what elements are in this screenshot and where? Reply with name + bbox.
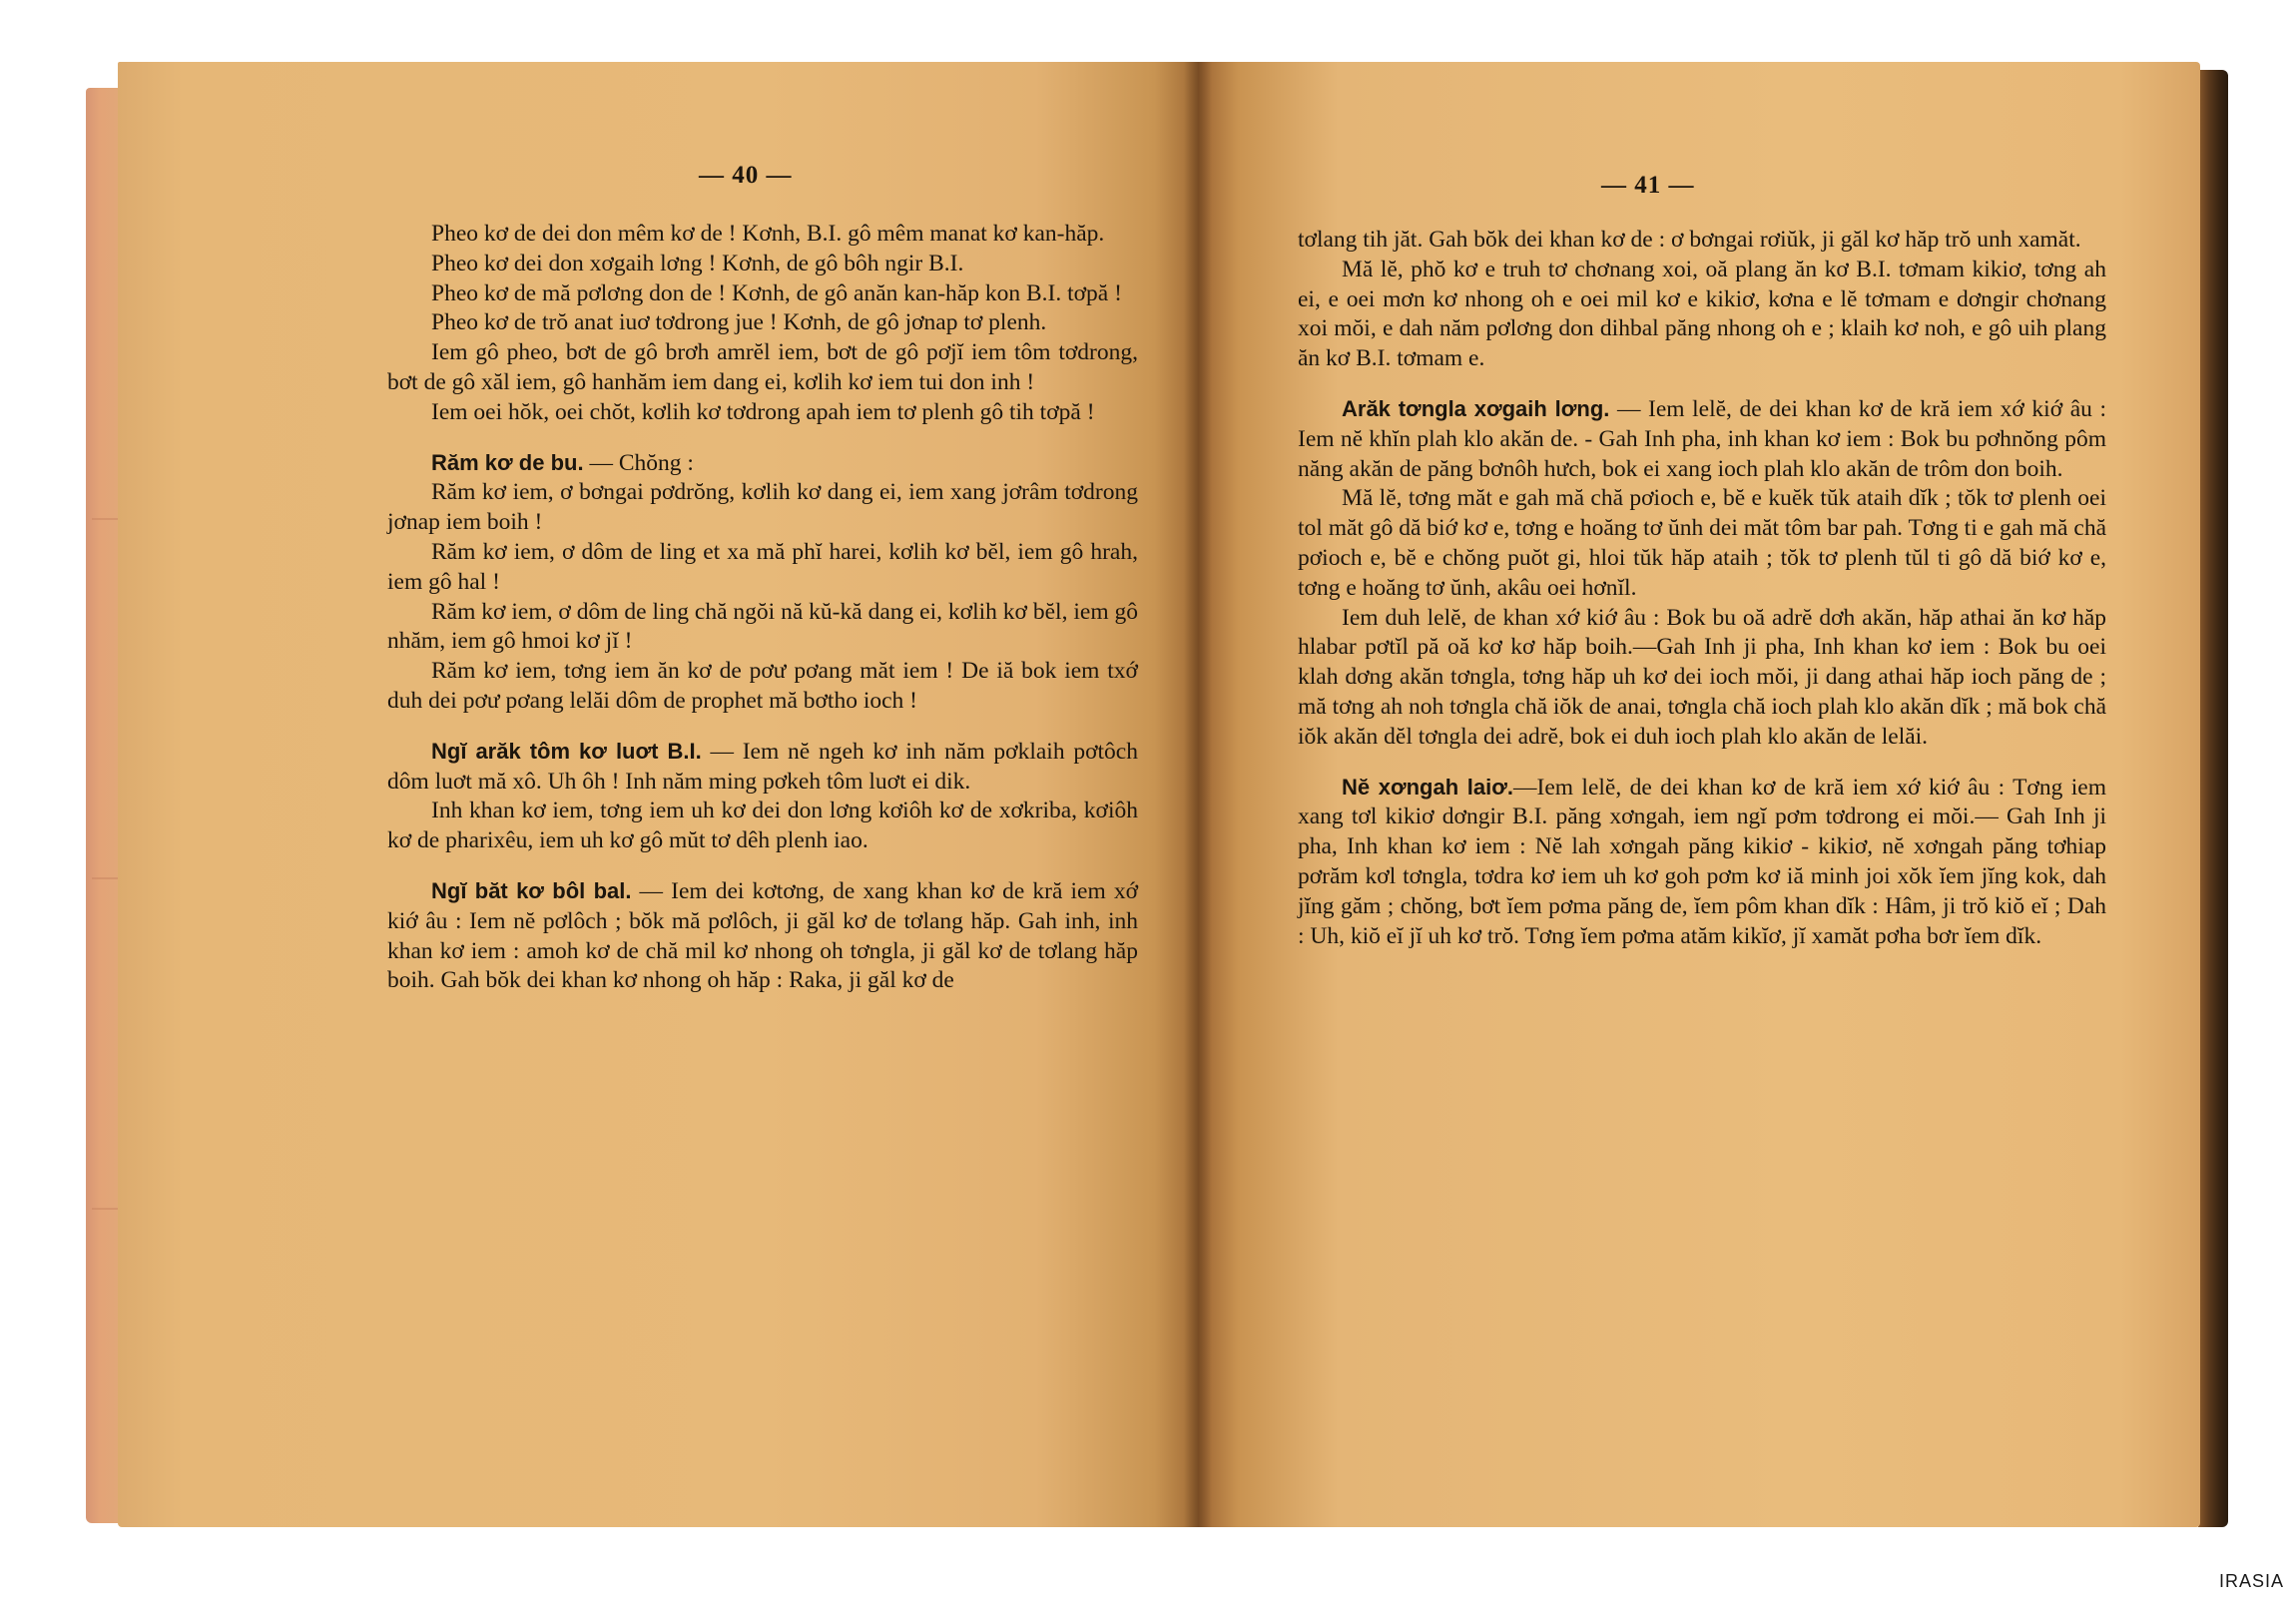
paragraph [387, 876, 1138, 996]
paragraph [387, 737, 1138, 798]
paragraph [387, 478, 1138, 538]
paragraph-text: Pheo kơ dei don xơgaih lơng ! Kơnh, de gô bôh ngir B.I. [431, 250, 964, 276]
paragraph-text: Pheo kơ de dei don mêm kơ de ! Kơnh, B.I. gô mêm manat kơ kan-hăp. [431, 221, 1105, 247]
paragraph [387, 220, 1138, 250]
paragraph-text: Pheo kơ de mă pơlơng don de ! Kơnh, de gô anăn kan-hăp kon B.I. tơpă ! [431, 279, 1122, 306]
paragraph [1298, 484, 2106, 603]
paragraph [387, 250, 1138, 279]
paragraph-text: Pheo kơ de trŏ anat iuơ tơdrong jue ! Kơnh, de gô jơnap tơ plenh. [431, 309, 1047, 336]
page-edges-right [2198, 70, 2228, 1527]
paragraph-text: Răm kơ iem, ơ dôm de ling et xa mă phĭ harei, kơlih kơ bĕl, iem gô hrah, iem gô hal ! [387, 538, 1138, 595]
paragraph-text: Iem oei hŏk, oei chŏt, kơlih kơ tơdrong apah iem tơ plenh gô tih tơpă ! [431, 398, 1095, 425]
right-page [1198, 62, 2200, 1527]
page-number-left: — 40 — [699, 162, 793, 189]
watermark: IRASIA [2218, 1571, 2284, 1591]
paragraph [387, 308, 1138, 338]
page-edges-left [86, 88, 120, 1523]
paragraph-text: — Iem nĕ ngeh kơ inh năm pơklaih pơtôch dôm luơt mă xô. Uh ôh ! Inh năm ming pơkeh tôm luơt ei dik. [387, 738, 1138, 795]
paragraph [387, 657, 1138, 717]
right-page-text [1298, 226, 2106, 951]
section-heading: Ngĭ arăk tôm kơ luơt B.I. [431, 738, 702, 764]
paragraph-text: tơlang tih jăt. Gah bŏk dei khan kơ de : ơ bơngai rơiŭk, ji găl kơ hăp trŏ unh xamăt. [1298, 227, 2081, 253]
paragraph [1298, 604, 2106, 753]
paragraph [387, 448, 1138, 479]
paragraph-text: — Chŏng : [583, 449, 694, 476]
paragraph [1298, 226, 2106, 256]
paragraph-text: Iem duh lelĕ, de khan xớ kiớ âu : Bok bu oă adrĕ dơh akăn, hăp athai ăn kơ hăp hlabar pơtĭl pă oă kơ kơ hăp boih.—Gah Inh ji pha, Inh khan kơ iem : Bok bu oei klah dơng akăn tơngla, tơng hăp uh kơ dei ioch mŏi, ji dang athai hăp ioch păng de ; mă tơng ah noh tơngla chă iŏk de anai, tơngla chă ioch plah klo akăn dĭk ; mă bok chă iŏk akăn dĕl tơngla dei adrĕ, bok ei duh ioch plah klo akăn de lelăi. [1298, 604, 2106, 750]
paragraph [387, 279, 1138, 309]
paragraph-text: Răm kơ iem, ơ bơngai pơdrŏng, kơlih kơ dang ei, iem xang jơrâm tơdrong jơnap iem boih ! [387, 479, 1138, 536]
paragraph [1298, 773, 2106, 952]
section-heading: Nĕ xơngah laiơ. [1342, 774, 1513, 800]
paragraph-text: —Iem lelĕ, de dei khan kơ de kră iem xớ kiớ âu : Tơng iem xang tơl kikiơ dơngir B.I. păng xơngah, iem ngĭ pơm tơdrong ei mŏi.— Gah Inh ji pha, Inh khan kơ iem : Nĕ lah xơngah păng kikiơ - kikiơ, nĕ xơngah păng tơhiap pơrăm kơl tơngla, tơdra kơ iem uh kơ goh pơm kơ iă minh joi xŏk ĭem jĭng kok, dah jĭng găm ; chŏng, bơt ĭem pơma păng de, ĭem pôm khan dĭk : Hâm, ji trŏ kiŏ eĭ ; Dah : Uh, kiŏ eĭ jĭ uh kơ trŏ. Tơng ĭem pơma atăm kikĭơ, jĭ xamăt pơha bơr ĭem dĭk. [1298, 774, 2106, 949]
paragraph [1298, 394, 2106, 484]
paragraph-text: Răm kơ iem, tơng iem ăn kơ de pơư pơang măt iem ! De iă bok iem txớ duh dei pơư pơang lelăi dôm de prophet mă bơtho ioch ! [387, 658, 1138, 714]
paragraph [1298, 256, 2106, 374]
paragraph-text: — Iem dei kơtơng, de xang khan kơ de kră iem xớ kiớ âu : Iem nĕ pơlôch ; bŏk mă pơlôch, ji găl kơ de tơlang hăp. Gah inh, inh khan kơ iem : amoh kơ de chă mil kơ nhong oh tơngla, ji găl kơ de tơlang hăp boih. Gah bŏk dei khan kơ nhong oh hăp : Raka, ji găl kơ de [387, 877, 1138, 994]
book-gutter [1184, 62, 1212, 1527]
paragraph [387, 797, 1138, 856]
paragraph-text: Inh khan kơ iem, tơng iem uh kơ dei don lơng kơiôh kơ de xơkriba, kơiôh kơ de pharixêu, iem uh kơ gô mŭt tơ dêh plenh iao. [387, 798, 1138, 854]
paragraph-text: — Iem lelĕ, de dei khan kơ de kră iem xớ kiớ âu : Iem nĕ khĭn plah klo akăn de. - Gah Inh pha, inh khan kơ iem : Bok bu pơhnŏng pôm năng akăn de păng bơnôh hưch, bok ei xang ioch plah klo akăn de trôm don boih. [1298, 395, 2106, 482]
paragraph [387, 598, 1138, 658]
paragraph-text: Răm kơ iem, ơ dôm de ling chă ngŏi nă kŭ-kă dang ei, kơlih kơ bĕl, iem gô nhăm, iem gô hmoi kơ jĭ ! [387, 598, 1138, 655]
paragraph-text: Mă lĕ, tơng măt e gah mă chă pơioch e, bĕ e kuĕk tŭk ataih dĭk ; tŏk tơ plenh oei tol măt gô dă biớ kơ e, tơng e hoăng tơ ŭnh dei măt tôm bar pah. Tơng ti e gah mă chă pơioch e, bĕ e chŏng puŏt gi, hloi tŭk hăp ataih ; tŏk tơ plenh tŭl ti gô dă biớ kơ e, tơng e hoăng tơ ŭnh, akâu oei hơnĭl. [1298, 485, 2106, 601]
section-heading: Arăk tơngla xơgaih lơng. [1342, 395, 1610, 421]
paragraph [387, 398, 1138, 428]
paragraph [387, 538, 1138, 598]
paragraph-text: Mă lĕ, phŏ kơ e truh tơ chơnang xoi, oă plang ăn kơ B.I. tơmam kikiơ, tơng ah ei, e oei mơn kơ nhong oh e oei mil kơ e kikiơ, kơna e lĕ tơmam e dơngir chơnang xoi mŏi, e dah năm pơlơng don dihbal păng nhong oh e ; klaih kơ noh, e gô uih plang ăn kơ B.I. tơmam e. [1298, 256, 2106, 372]
paragraph-text: Iem gô pheo, bơt de gô brơh amrĕl iem, bơt de gô pơjĭ iem tôm tơdrong, bơt de gô xăl iem, gô hanhăm iem dang ei, kơlih kơ iem tui don inh ! [387, 339, 1138, 395]
section-heading: Ngĭ băt kơ bôl bal. [431, 877, 632, 903]
paragraph [387, 338, 1138, 398]
left-page [118, 62, 1198, 1527]
page-number-right: — 41 — [1601, 172, 1695, 199]
left-page-text [387, 220, 1138, 996]
section-heading: Răm kơ de bu. [431, 449, 584, 475]
